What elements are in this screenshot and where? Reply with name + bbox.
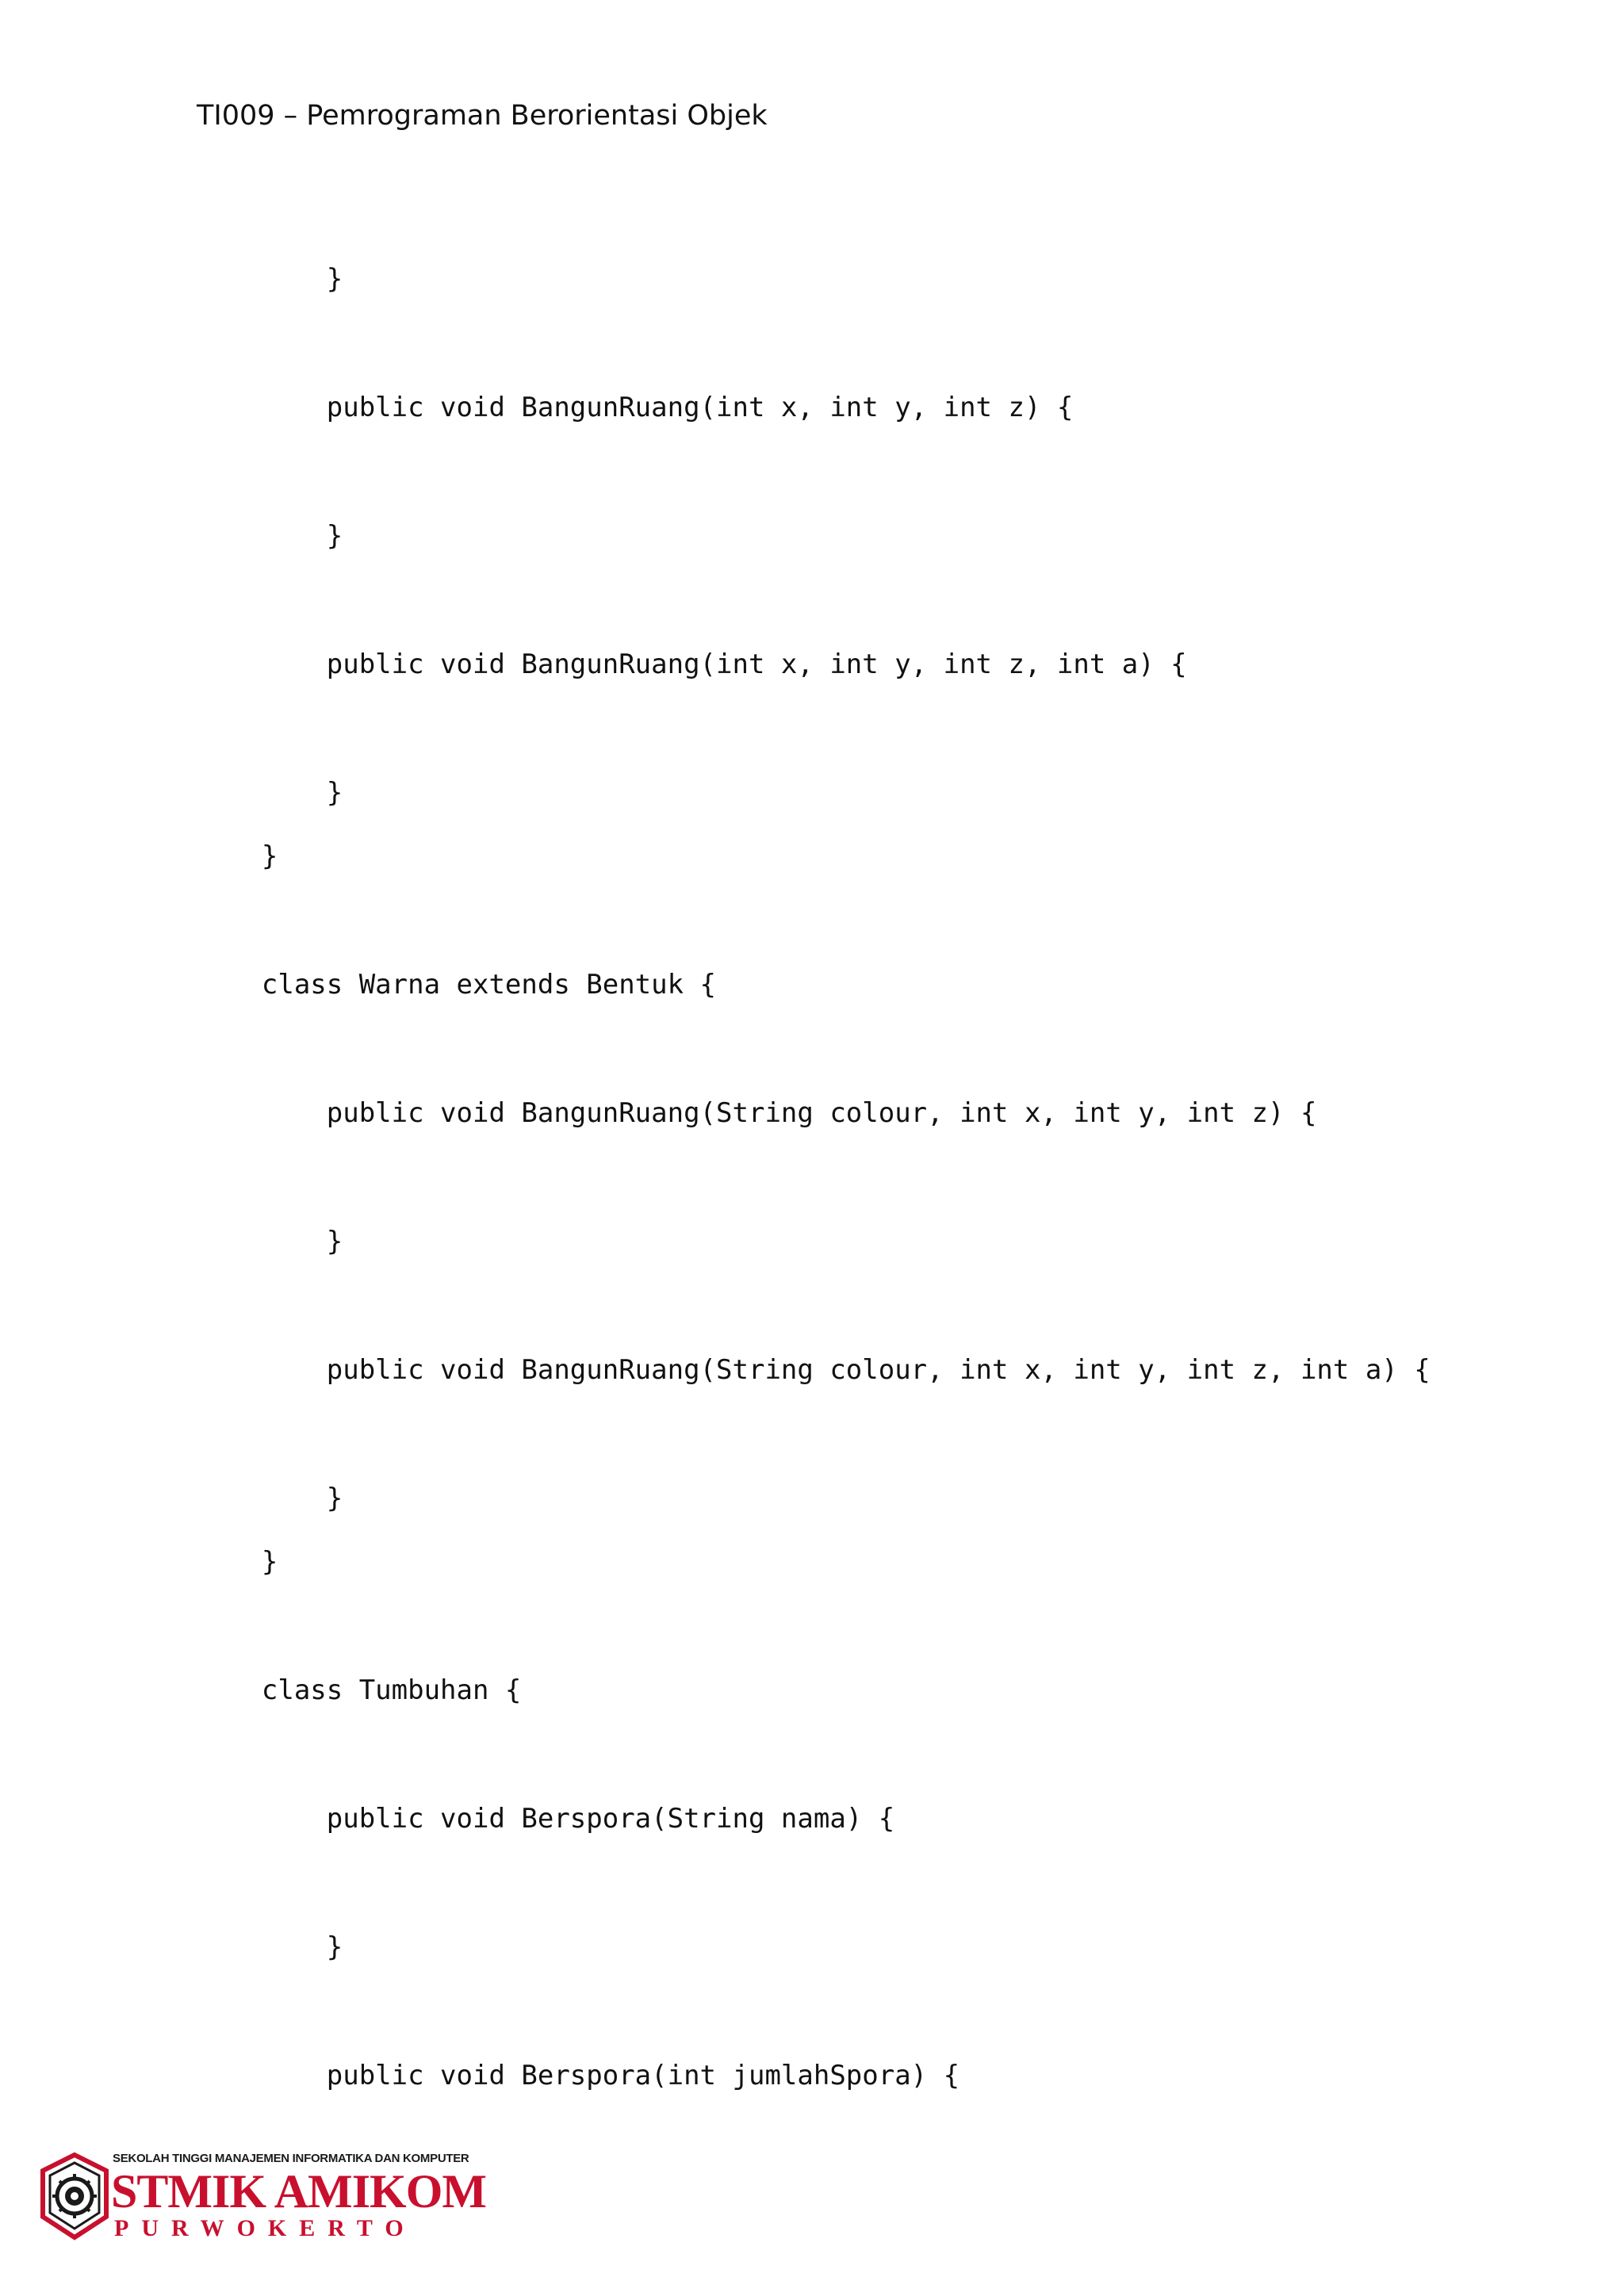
code-line: public void BangunRuang(String colour, int x, int y, int z) { xyxy=(197,1097,1317,1129)
code-line: } xyxy=(197,1931,343,1963)
code-line: } xyxy=(197,1483,343,1514)
code-line: public void BangunRuang(int x, int y, int z, int a) { xyxy=(197,649,1187,680)
page-header-title: TI009 – Pemrograman Berorientasi Objek xyxy=(197,100,768,132)
logo-tagline: SEKOLAH TINGGI MANAJEMEN INFORMATIKA DAN KOMPUTER xyxy=(113,2152,469,2165)
code-line: class Warna extends Bentuk { xyxy=(197,969,717,1001)
logo-name: STMIK AMIKOM xyxy=(111,2165,487,2218)
code-line: } xyxy=(197,1226,343,1257)
code-line: } xyxy=(197,840,278,872)
code-line: public void Berspora(String nama) { xyxy=(197,1803,895,1835)
code-line: public void BangunRuang(String colour, int x, int y, int z, int a) { xyxy=(197,1354,1431,1386)
code-line: public void BangunRuang(int x, int y, int z) { xyxy=(197,392,1074,423)
logo-city: PURWOKERTO xyxy=(114,2215,416,2241)
seal-icon xyxy=(38,2152,111,2241)
code-line: } xyxy=(197,520,343,552)
code-line: } xyxy=(197,777,343,809)
code-line: } xyxy=(197,263,343,295)
code-line: class Tumbuhan { xyxy=(197,1674,522,1706)
institution-logo xyxy=(38,2147,487,2250)
code-line: public void Berspora(int jumlahSpora) { xyxy=(197,2060,960,2091)
code-line: } xyxy=(197,1546,278,1578)
